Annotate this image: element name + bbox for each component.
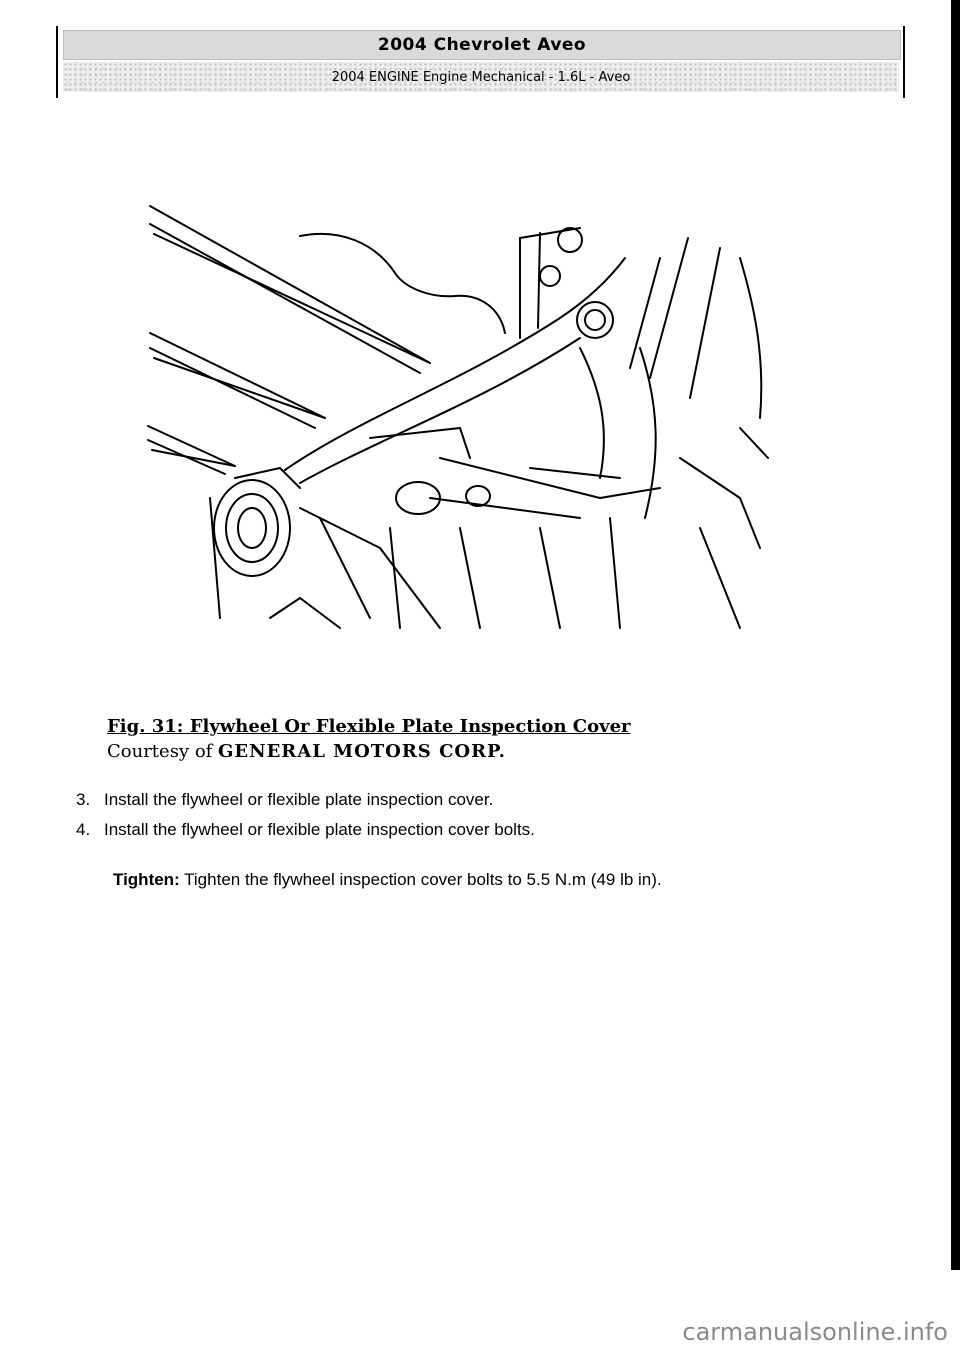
step-text: Install the flywheel or flexible plate inspection cover bolts. bbox=[104, 820, 535, 839]
tighten-label: Tighten: bbox=[113, 870, 180, 889]
page-subtitle: 2004 ENGINE Engine Mechanical - 1.6L - Aveo bbox=[63, 62, 899, 92]
procedure-step bbox=[76, 820, 535, 840]
procedure-step bbox=[76, 790, 493, 810]
page-edge-border bbox=[951, 0, 960, 1270]
page-title: 2004 Chevrolet Aveo bbox=[63, 30, 901, 60]
header-left-rule bbox=[56, 26, 58, 98]
figure-courtesy bbox=[107, 739, 631, 764]
watermark: carmanualsonline.info bbox=[682, 1318, 948, 1346]
figure-title: Fig. 31: Flywheel Or Flexible Plate Inspection Cover bbox=[107, 716, 631, 737]
step-text: Install the flywheel or flexible plate inspection cover. bbox=[104, 790, 494, 809]
tighten-text: Tighten the flywheel inspection cover bolts to 5.5 N.m (49 lb in). bbox=[179, 870, 662, 889]
figure-caption bbox=[107, 714, 631, 764]
step-number: 4. bbox=[76, 820, 91, 839]
flywheel-inspection-cover-illustration bbox=[140, 198, 770, 638]
tighten-note bbox=[113, 870, 662, 890]
step-number: 3. bbox=[76, 790, 91, 809]
courtesy-source: GENERAL MOTORS CORP. bbox=[218, 741, 506, 762]
header-right-rule bbox=[903, 26, 905, 98]
courtesy-prefix: Courtesy of bbox=[107, 741, 219, 762]
